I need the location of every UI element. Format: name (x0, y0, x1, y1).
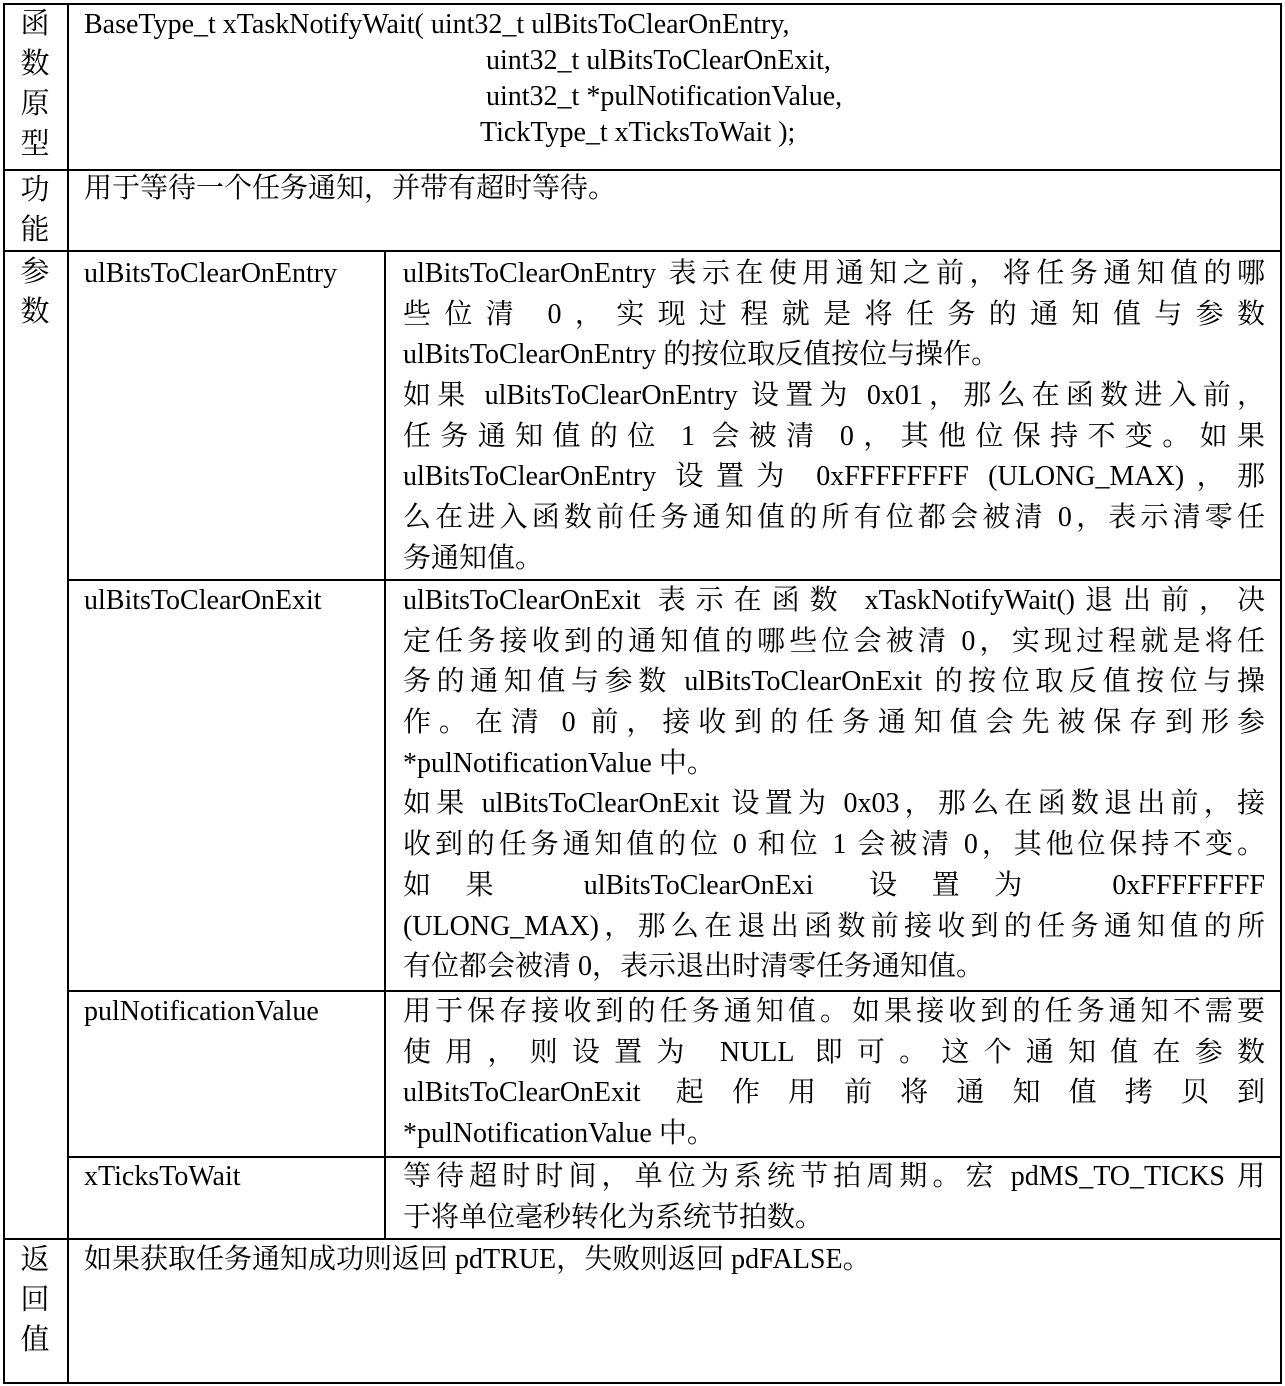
desc-line: 收到的任务通知值的位 0 和位 1 会被清 0，其他位保持不变。 (403, 829, 1265, 861)
row-divider-2 (3, 250, 1282, 252)
prototype-line-4: TickType_t xTicksToWait ); (480, 117, 796, 148)
param-name-divider (384, 250, 386, 1240)
desc-line: 使用，则设置为 NULL 即可。这个通知值在参数 (403, 1036, 1265, 1068)
return-text: 如果获取任务通知成功则返回 pdTRUE，失败则返回 pdFALSE。 (84, 1244, 871, 1275)
desc-line: 如果 ulBitsToClearOnEntry 设置为 0x01，那么在函数进入前， (403, 380, 1265, 412)
desc-line: 于将单位毫秒转化为系统节拍数。 (403, 1201, 824, 1233)
function-text: 用于等待一个任务通知，并带有超时等待。 (84, 173, 617, 204)
params-label: 参 数 (20, 256, 50, 328)
desc-line: 定任务接收到的通知值的哪些位会被清 0，实现过程就是将任 (403, 625, 1265, 657)
desc-line: (ULONG_MAX)，那么在退出函数前接收到的任务通知值的所 (403, 910, 1265, 942)
param-desc-xTicksToWait (403, 1157, 1265, 1238)
desc-line: 任务通知值的位 1 会被清 0，其他位保持不变。如果 (403, 420, 1265, 452)
param-name-ulBitsToClearOnExit: ulBitsToClearOnExit (84, 585, 322, 616)
function-label: 功 能 (20, 174, 50, 246)
desc-line: 等待超时时间，单位为系统节拍周期。宏 pdMS_TO_TICKS 用 (403, 1161, 1265, 1192)
desc-line: 作。在清 0 前，接收到的任务通知值会先被保存到形参 (403, 707, 1265, 739)
desc-line: ulBitsToClearOnExit 表示在函数 xTaskNotifyWait()退出前，决 (403, 585, 1265, 616)
param-desc-ulBitsToClearOnEntry (403, 254, 1265, 580)
desc-line: *pulNotificationValue 中。 (403, 747, 715, 779)
desc-line: 么在进入函数前任务通知值的所有位都会被清 0，表示清零任 (403, 502, 1265, 534)
table-border-right (1280, 3, 1282, 1384)
param-name-xTicksToWait: xTicksToWait (84, 1161, 241, 1192)
table-border-bottom (3, 1382, 1282, 1384)
prototype-line-3: uint32_t *pulNotificationValue, (486, 81, 843, 112)
param-name-pulNotificationValue: pulNotificationValue (84, 996, 319, 1027)
desc-line: 些位清 0，实现过程就是将任务的通知值与参数 (403, 298, 1265, 330)
desc-line: 如果 ulBitsToClearOnExi 设置为 0xFFFFFFFF (403, 869, 1265, 901)
desc-line: 务通知值。 (403, 542, 544, 574)
prototype-line-2: uint32_t ulBitsToClearOnExit, (486, 45, 831, 76)
desc-line: ulBitsToClearOnEntry 设置为 0xFFFFFFFF (ULONG_MAX)，那 (403, 461, 1265, 493)
param-desc-pulNotificationValue (403, 992, 1265, 1155)
desc-line: 务的通知值与参数 ulBitsToClearOnExit 的按位取反值按位与操 (403, 666, 1265, 698)
desc-line: *pulNotificationValue 中。 (403, 1118, 715, 1150)
desc-line: 用于保存接收到的任务通知值。如果接收到的任务通知不需要 (403, 996, 1265, 1027)
desc-line: 有位都会被清 0，表示退出时清零任务通知值。 (403, 951, 985, 983)
param-desc-ulBitsToClearOnExit (403, 581, 1265, 988)
desc-line: ulBitsToClearOnEntry 的按位取反值按位与操作。 (403, 339, 1000, 371)
prototype-label: 函 数 原 型 (20, 8, 50, 160)
desc-line: ulBitsToClearOnEntry 表示在使用通知之前，将任务通知值的哪 (403, 258, 1265, 289)
label-column-divider (67, 3, 69, 1384)
desc-line: ulBitsToClearOnExit 起作用前将通知值拷贝到 (403, 1077, 1265, 1109)
desc-line: 如果 ulBitsToClearOnExit 设置为 0x03，那么在函数退出前，接 (403, 788, 1265, 820)
param-name-ulBitsToClearOnEntry: ulBitsToClearOnEntry (84, 258, 338, 289)
return-label: 返 回 值 (20, 1244, 50, 1356)
prototype-line-1: BaseType_t xTaskNotifyWait( uint32_t ulBitsToClearOnEntry, (84, 9, 790, 40)
